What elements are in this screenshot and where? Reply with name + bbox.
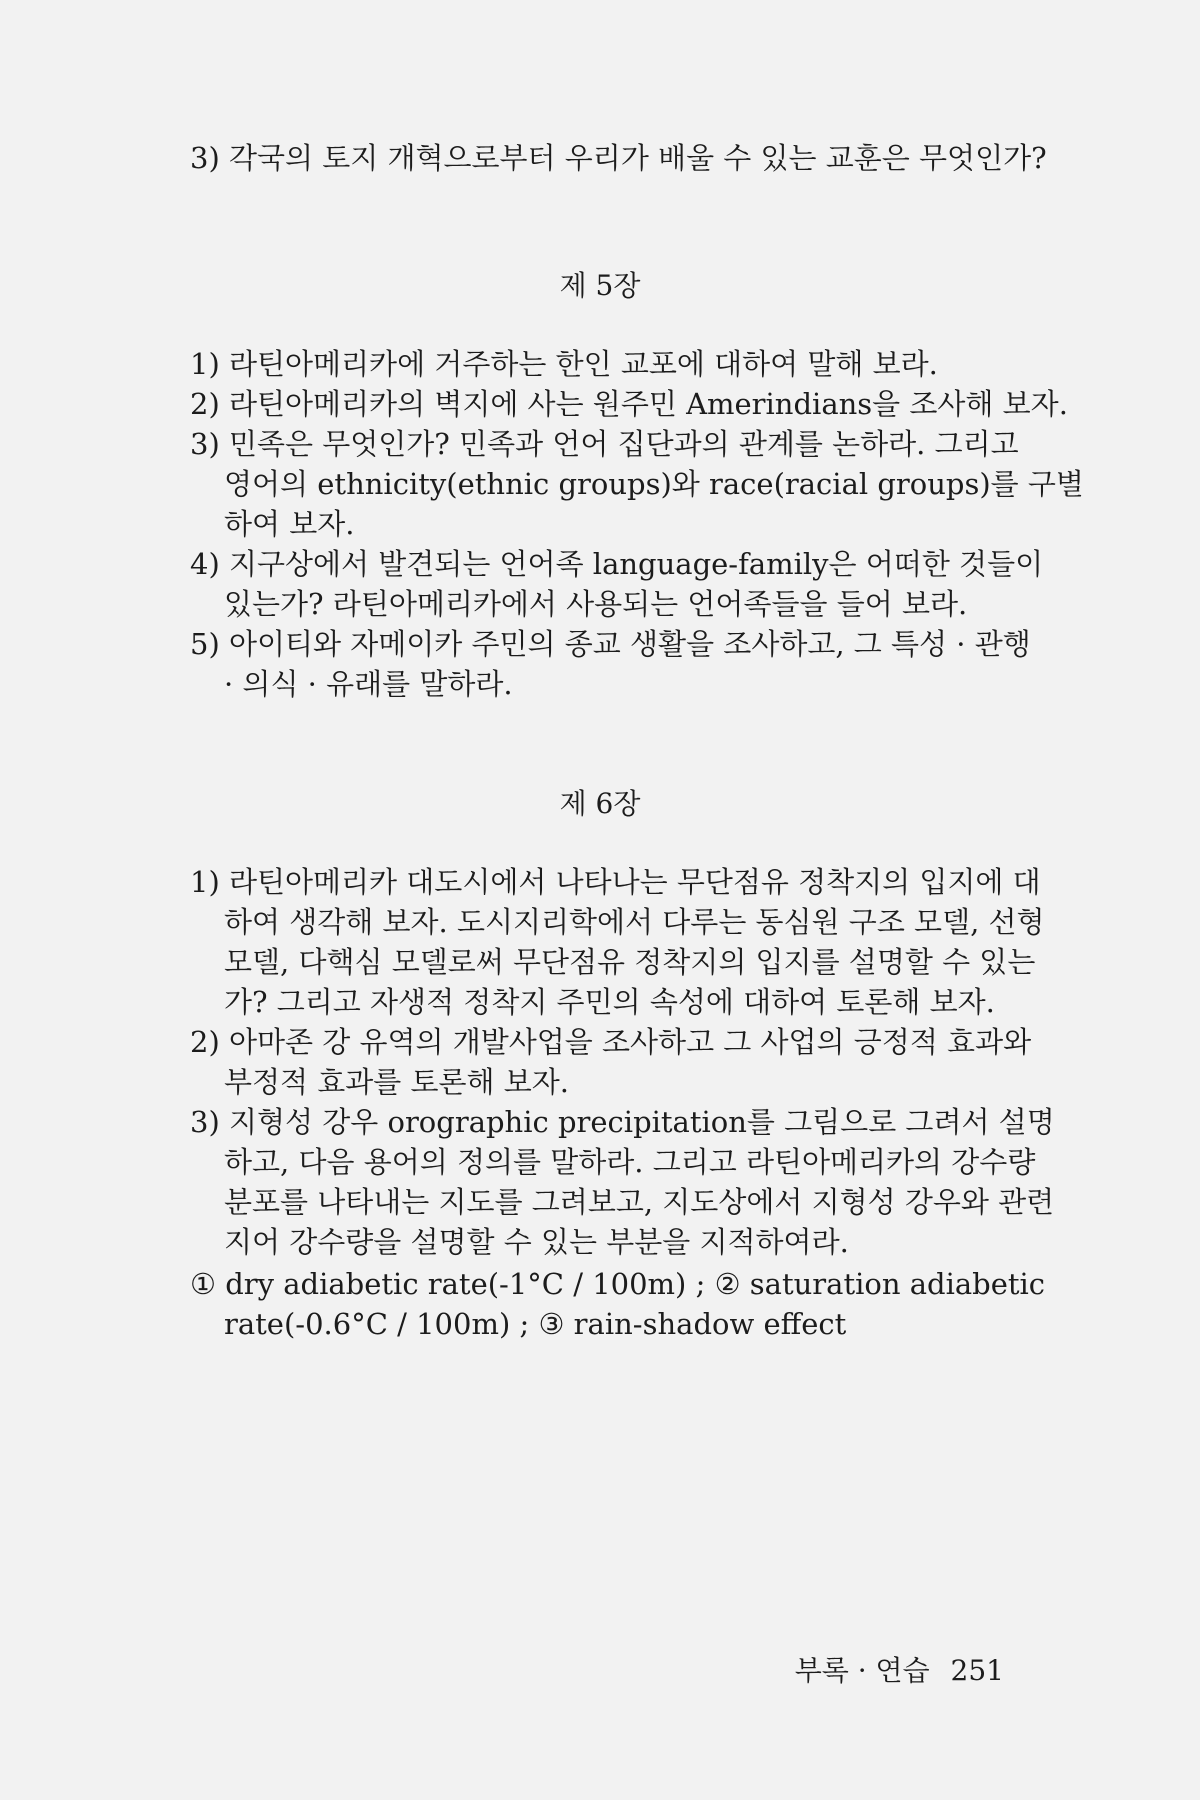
question-line: 5) 아이티와 자메이카 주민의 종교 생활을 조사하고, 그 특성 · 관행 — [190, 627, 1031, 661]
page-number: 251 — [950, 1654, 1004, 1687]
question-line: 3) 민족은 무엇인가? 민족과 언어 집단과의 관계를 논하라. 그리고 — [190, 427, 1019, 461]
page-footer — [795, 1653, 1004, 1689]
question-line: 2) 라틴아메리카의 벽지에 사는 원주민 Amerindians을 조사해 보자. — [190, 387, 1068, 421]
question-line: 4) 지구상에서 발견되는 언어족 language-family은 어떠한 것들이 — [190, 547, 1044, 581]
question-line: 3) 지형성 강우 orographic precipitation를 그림으로 그려서 설명 — [190, 1105, 1055, 1139]
chapter-5-heading: 제 5장 — [559, 269, 641, 302]
question-line: 가? 그리고 자생적 정착지 주민의 속성에 대하여 토론해 보자. — [224, 985, 995, 1019]
question-line: 부정적 효과를 토론해 보자. — [224, 1065, 570, 1099]
question-line: 영어의 ethnicity(ethnic groups)와 race(racial groups)를 구별 — [224, 467, 1084, 501]
question-line: 3) 각국의 토지 개혁으로부터 우리가 배울 수 있는 교훈은 무엇인가? — [190, 141, 1047, 175]
question-line: 지어 강수량을 설명할 수 있는 부분을 지적하여라. — [224, 1225, 849, 1259]
question-line: rate(-0.6°C / 100m) ; ③ rain-shadow effect — [224, 1307, 847, 1341]
question-line: ① dry adiabetic rate(-1°C / 100m) ; ② saturation adiabetic — [190, 1267, 1046, 1301]
question-line: 하고, 다음 용어의 정의를 말하라. 그리고 라틴아메리카의 강수량 — [224, 1145, 1036, 1179]
question-line: 분포를 나타내는 지도를 그려보고, 지도상에서 지형성 강우와 관련 — [224, 1185, 1055, 1219]
question-line: 모델, 다핵심 모델로써 무단점유 정착지의 입지를 설명할 수 있는 — [224, 945, 1036, 979]
question-line: · 의식 · 유래를 말하라. — [224, 667, 513, 701]
chapter-6-heading: 제 6장 — [559, 787, 641, 820]
question-line: 하여 보자. — [224, 507, 355, 541]
question-line: 1) 라틴아메리카 대도시에서 나타나는 무단점유 정착지의 입지에 대 — [190, 865, 1041, 899]
footer-section-label: 부록 · 연습 — [794, 1654, 930, 1687]
question-line: 하여 생각해 보자. 도시지리학에서 다루는 동심원 구조 모델, 선형 — [224, 905, 1045, 939]
question-line: 1) 라틴아메리카에 거주하는 한인 교포에 대하여 말해 보라. — [190, 347, 938, 381]
question-line: 2) 아마존 강 유역의 개발사업을 조사하고 그 사업의 긍정적 효과와 — [190, 1025, 1032, 1059]
question-line: 있는가? 라틴아메리카에서 사용되는 언어족들을 들어 보라. — [224, 587, 968, 621]
